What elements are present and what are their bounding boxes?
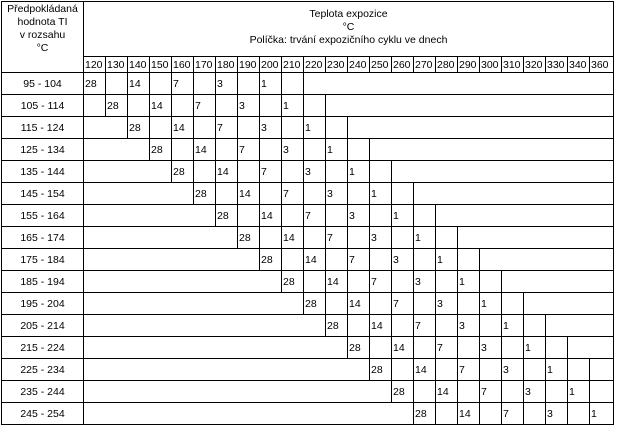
empty-cell: [238, 117, 260, 139]
empty-cell: [84, 227, 238, 249]
empty-cell: [84, 205, 216, 227]
empty-cell: [216, 139, 238, 161]
duration-cell: 1: [282, 95, 304, 117]
temperature-range: 155 - 164: [2, 205, 84, 227]
empty-cell: [84, 337, 348, 359]
column-header: 130: [106, 57, 128, 73]
duration-cell: 14: [370, 315, 392, 337]
exposure-table: [1, 1, 614, 425]
table-title-unit: °C: [342, 21, 355, 33]
column-header: 180: [216, 57, 238, 73]
column-header: 280: [436, 57, 458, 73]
empty-cell: [216, 95, 238, 117]
duration-cell: 7: [436, 337, 458, 359]
column-header: 320: [524, 57, 546, 73]
empty-cell: [502, 271, 614, 293]
table-row: [2, 337, 614, 359]
empty-cell: [458, 337, 480, 359]
empty-cell: [172, 139, 194, 161]
duration-cell: 14: [172, 117, 194, 139]
empty-cell: [128, 95, 150, 117]
empty-cell: [568, 359, 590, 381]
duration-cell: 28: [238, 227, 260, 249]
duration-cell: 7: [304, 205, 326, 227]
table-row: [2, 183, 614, 205]
duration-cell: 14: [392, 337, 414, 359]
column-header: 310: [502, 57, 524, 73]
table-row: [2, 315, 614, 337]
temperature-range: 225 - 234: [2, 359, 84, 381]
duration-cell: 3: [326, 183, 348, 205]
empty-cell: [238, 161, 260, 183]
column-header-row: [2, 57, 614, 73]
row-header-cell: [2, 2, 84, 73]
row-header-line: v rozsahu: [19, 29, 66, 41]
duration-cell: 28: [326, 315, 348, 337]
empty-cell: [568, 403, 590, 425]
empty-cell: [84, 359, 370, 381]
duration-cell: 1: [414, 227, 436, 249]
duration-cell: 1: [326, 139, 348, 161]
duration-cell: 7: [392, 293, 414, 315]
duration-cell: 1: [568, 381, 590, 403]
duration-cell: 14: [128, 73, 150, 95]
table-title: Teplota expozice: [309, 8, 388, 20]
empty-cell: [304, 271, 326, 293]
empty-cell: [326, 117, 348, 139]
empty-cell: [436, 205, 614, 227]
duration-cell: 1: [546, 359, 568, 381]
duration-cell: 14: [194, 139, 216, 161]
empty-cell: [304, 227, 326, 249]
empty-cell: [282, 73, 304, 95]
temperature-range: 215 - 224: [2, 337, 84, 359]
empty-cell: [370, 205, 392, 227]
empty-cell: [524, 403, 546, 425]
column-header: 270: [414, 57, 436, 73]
empty-cell: [84, 381, 392, 403]
row-header-line: hodnota TI: [17, 16, 68, 28]
temperature-range: 195 - 204: [2, 293, 84, 315]
duration-cell: 3: [458, 315, 480, 337]
column-header: 170: [194, 57, 216, 73]
empty-cell: [348, 117, 614, 139]
duration-cell: 14: [436, 381, 458, 403]
table-title-cell: [84, 2, 614, 57]
column-header: 220: [304, 57, 326, 73]
column-header: 140: [128, 57, 150, 73]
empty-cell: [370, 139, 614, 161]
empty-cell: [480, 315, 502, 337]
empty-cell: [282, 117, 304, 139]
duration-cell: 1: [392, 205, 414, 227]
empty-cell: [392, 183, 414, 205]
empty-cell: [84, 315, 326, 337]
empty-cell: [392, 359, 414, 381]
duration-cell: 7: [502, 403, 524, 425]
empty-cell: [282, 205, 304, 227]
empty-cell: [304, 139, 326, 161]
empty-cell: [414, 183, 614, 205]
empty-cell: [414, 337, 436, 359]
empty-cell: [326, 205, 348, 227]
empty-cell: [524, 315, 546, 337]
column-header: 260: [392, 57, 414, 73]
row-header-line: °C: [36, 42, 49, 54]
empty-cell: [194, 161, 216, 183]
empty-cell: [216, 183, 238, 205]
empty-cell: [260, 227, 282, 249]
table-row: [2, 205, 614, 227]
temperature-range: 205 - 214: [2, 315, 84, 337]
column-header: 230: [326, 57, 348, 73]
duration-cell: 3: [216, 73, 238, 95]
empty-cell: [84, 161, 172, 183]
empty-cell: [304, 95, 326, 117]
table-row: [2, 117, 614, 139]
empty-cell: [348, 227, 370, 249]
duration-cell: 1: [458, 271, 480, 293]
empty-cell: [84, 271, 282, 293]
temperature-range: 245 - 254: [2, 403, 84, 425]
empty-cell: [436, 403, 458, 425]
empty-cell: [590, 359, 614, 381]
column-header: 120: [84, 57, 106, 73]
duration-cell: 7: [172, 73, 194, 95]
empty-cell: [524, 359, 546, 381]
column-header: 290: [458, 57, 480, 73]
temperature-range: 185 - 194: [2, 271, 84, 293]
duration-cell: 1: [502, 315, 524, 337]
empty-cell: [546, 381, 568, 403]
empty-cell: [590, 381, 614, 403]
empty-cell: [84, 249, 260, 271]
duration-cell: 14: [326, 271, 348, 293]
empty-cell: [348, 315, 370, 337]
temperature-range: 115 - 124: [2, 117, 84, 139]
column-header: 190: [238, 57, 260, 73]
table-row: [2, 293, 614, 315]
empty-cell: [458, 293, 480, 315]
column-header: 360: [590, 57, 614, 73]
empty-cell: [436, 359, 458, 381]
empty-cell: [458, 227, 614, 249]
duration-cell: 7: [238, 139, 260, 161]
duration-cell: 14: [304, 249, 326, 271]
empty-cell: [282, 249, 304, 271]
empty-cell: [326, 293, 348, 315]
duration-cell: 28: [84, 73, 106, 95]
empty-cell: [436, 271, 458, 293]
column-header: 330: [546, 57, 568, 73]
duration-cell: 3: [282, 139, 304, 161]
duration-cell: 1: [260, 73, 282, 95]
empty-cell: [414, 205, 436, 227]
empty-cell: [238, 205, 260, 227]
empty-cell: [480, 249, 614, 271]
empty-cell: [304, 73, 614, 95]
empty-cell: [458, 381, 480, 403]
empty-cell: [502, 381, 524, 403]
empty-cell: [414, 293, 436, 315]
duration-cell: 7: [348, 249, 370, 271]
temperature-range: 135 - 144: [2, 161, 84, 183]
duration-cell: 1: [304, 117, 326, 139]
row-header-line: Předpokládaná: [7, 3, 78, 15]
duration-cell: 14: [282, 227, 304, 249]
empty-cell: [568, 337, 614, 359]
duration-cell: 3: [304, 161, 326, 183]
duration-cell: 28: [150, 139, 172, 161]
table-row: [2, 227, 614, 249]
column-header: 240: [348, 57, 370, 73]
duration-cell: 3: [414, 271, 436, 293]
empty-cell: [326, 95, 614, 117]
empty-cell: [172, 95, 194, 117]
empty-cell: [480, 271, 502, 293]
duration-cell: 3: [436, 293, 458, 315]
duration-cell: 3: [260, 117, 282, 139]
column-header: 340: [568, 57, 590, 73]
empty-cell: [414, 381, 436, 403]
duration-cell: 14: [414, 359, 436, 381]
empty-cell: [84, 95, 106, 117]
duration-cell: 14: [348, 293, 370, 315]
duration-cell: 1: [524, 337, 546, 359]
duration-cell: 28: [128, 117, 150, 139]
empty-cell: [84, 293, 304, 315]
duration-cell: 1: [370, 183, 392, 205]
duration-cell: 28: [106, 95, 128, 117]
empty-cell: [84, 139, 150, 161]
duration-cell: 1: [480, 293, 502, 315]
empty-cell: [194, 117, 216, 139]
duration-cell: 1: [590, 403, 614, 425]
table-row: [2, 249, 614, 271]
empty-cell: [282, 161, 304, 183]
duration-cell: 28: [216, 205, 238, 227]
empty-cell: [502, 337, 524, 359]
duration-cell: 3: [546, 403, 568, 425]
duration-cell: 1: [348, 161, 370, 183]
column-header: 160: [172, 57, 194, 73]
duration-cell: 28: [414, 403, 436, 425]
empty-cell: [326, 249, 348, 271]
table-row: [2, 381, 614, 403]
duration-cell: 7: [326, 227, 348, 249]
table-row: [2, 403, 614, 425]
duration-cell: 7: [282, 183, 304, 205]
table-row: [2, 95, 614, 117]
temperature-range: 95 - 104: [2, 73, 84, 95]
empty-cell: [150, 73, 172, 95]
empty-cell: [392, 315, 414, 337]
duration-cell: 28: [392, 381, 414, 403]
empty-cell: [370, 337, 392, 359]
table-row: [2, 73, 614, 95]
duration-cell: 7: [194, 95, 216, 117]
duration-cell: 28: [172, 161, 194, 183]
duration-cell: 3: [238, 95, 260, 117]
table-row: [2, 139, 614, 161]
empty-cell: [546, 315, 614, 337]
empty-cell: [546, 337, 568, 359]
empty-cell: [84, 403, 414, 425]
empty-cell: [436, 227, 458, 249]
column-header: 200: [260, 57, 282, 73]
duration-cell: 7: [414, 315, 436, 337]
empty-cell: [260, 139, 282, 161]
empty-cell: [150, 117, 172, 139]
empty-cell: [326, 161, 348, 183]
empty-cell: [414, 249, 436, 271]
temperature-range: 235 - 244: [2, 381, 84, 403]
empty-cell: [238, 73, 260, 95]
empty-cell: [370, 249, 392, 271]
column-header: 250: [370, 57, 392, 73]
empty-cell: [106, 73, 128, 95]
duration-cell: 1: [436, 249, 458, 271]
table-row: [2, 359, 614, 381]
empty-cell: [84, 117, 128, 139]
empty-cell: [502, 293, 524, 315]
duration-cell: 28: [348, 337, 370, 359]
duration-cell: 7: [480, 381, 502, 403]
duration-cell: 3: [524, 381, 546, 403]
empty-cell: [392, 161, 614, 183]
temperature-range: 105 - 114: [2, 95, 84, 117]
empty-cell: [348, 139, 370, 161]
empty-cell: [348, 271, 370, 293]
column-header: 210: [282, 57, 304, 73]
duration-cell: 7: [260, 161, 282, 183]
duration-cell: 14: [238, 183, 260, 205]
empty-cell: [480, 403, 502, 425]
empty-cell: [480, 359, 502, 381]
duration-cell: 28: [304, 293, 326, 315]
empty-cell: [458, 249, 480, 271]
duration-cell: 14: [216, 161, 238, 183]
duration-cell: 3: [370, 227, 392, 249]
empty-cell: [524, 293, 614, 315]
duration-cell: 28: [260, 249, 282, 271]
duration-cell: 14: [150, 95, 172, 117]
temperature-range: 125 - 134: [2, 139, 84, 161]
duration-cell: 7: [458, 359, 480, 381]
empty-cell: [260, 183, 282, 205]
empty-cell: [392, 271, 414, 293]
empty-cell: [84, 183, 194, 205]
duration-cell: 3: [392, 249, 414, 271]
duration-cell: 7: [216, 117, 238, 139]
empty-cell: [392, 227, 414, 249]
empty-cell: [436, 315, 458, 337]
duration-cell: 28: [370, 359, 392, 381]
table-row: [2, 161, 614, 183]
duration-cell: 28: [282, 271, 304, 293]
duration-cell: 7: [370, 271, 392, 293]
duration-cell: 28: [194, 183, 216, 205]
empty-cell: [194, 73, 216, 95]
empty-cell: [348, 183, 370, 205]
temperature-range: 175 - 184: [2, 249, 84, 271]
temperature-range: 145 - 154: [2, 183, 84, 205]
duration-cell: 14: [458, 403, 480, 425]
header-row: [2, 2, 614, 57]
table-subtitle: Políčka: trvání expozičního cyklu ve dnech: [249, 34, 448, 46]
duration-cell: 3: [348, 205, 370, 227]
table-row: [2, 271, 614, 293]
empty-cell: [370, 161, 392, 183]
empty-cell: [260, 95, 282, 117]
duration-cell: 3: [480, 337, 502, 359]
column-header: 300: [480, 57, 502, 73]
duration-cell: 3: [502, 359, 524, 381]
duration-cell: 14: [260, 205, 282, 227]
empty-cell: [370, 293, 392, 315]
temperature-range: 165 - 174: [2, 227, 84, 249]
column-header: 150: [150, 57, 172, 73]
empty-cell: [304, 183, 326, 205]
